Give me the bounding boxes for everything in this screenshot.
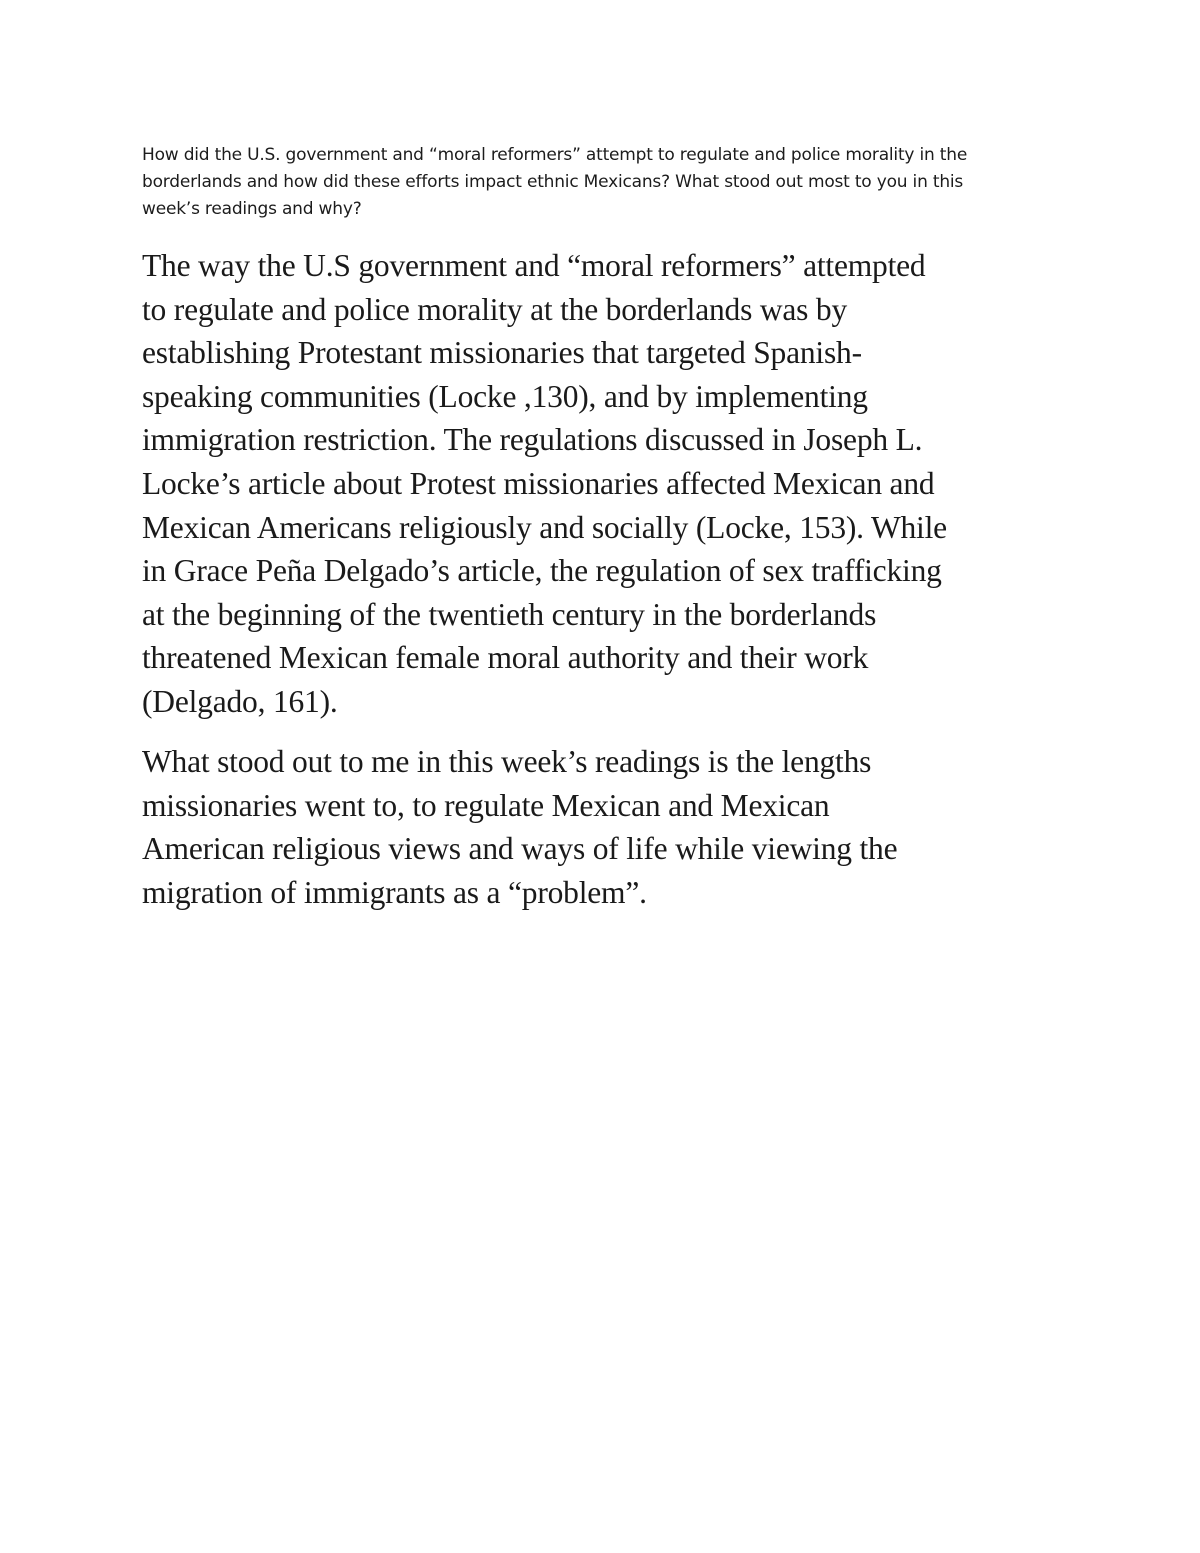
- answer-line: immigration restriction. The regulations discussed in Joseph L.: [142, 422, 923, 458]
- answer-line: The way the U.S government and “moral reformers” attempted: [142, 248, 926, 283]
- discussion-question: [142, 142, 1042, 223]
- question-line: week’s readings and why?: [142, 199, 362, 219]
- answer-line: migration of immigrants as a “problem”.: [142, 874, 647, 910]
- answer-line: establishing Protestant missionaries that targeted Spanish-: [142, 335, 862, 371]
- answer-line: American religious views and ways of life while viewing the: [142, 831, 898, 867]
- answer-line: speaking communities (Locke ,130), and by implementing: [142, 378, 868, 414]
- answer-line: (Delgado, 161).: [142, 683, 338, 719]
- answer-line: in Grace Peña Delgado’s article, the regulation of sex trafficking: [142, 553, 942, 589]
- answer-paragraph-1: [142, 244, 1072, 724]
- answer-line: What stood out to me in this week’s readings is the lengths: [142, 744, 872, 779]
- answer-line: Mexican Americans religiously and socially (Locke, 153). While: [142, 509, 947, 545]
- answer-paragraph-2: [142, 740, 1072, 914]
- answer-line: missionaries went to, to regulate Mexican and Mexican: [142, 787, 830, 823]
- answer-line: to regulate and police morality at the borderlands was by: [142, 291, 847, 327]
- answer-line: threatened Mexican female moral authority and their work: [142, 640, 869, 676]
- question-line: borderlands and how did these efforts impact ethnic Mexicans? What stood out most to you in this: [142, 172, 964, 192]
- answer-line: Locke’s article about Protest missionaries affected Mexican and: [142, 465, 935, 501]
- answer-line: at the beginning of the twentieth century in the borderlands: [142, 596, 877, 632]
- question-line: How did the U.S. government and “moral reformers” attempt to regulate and police morality in the: [142, 145, 968, 165]
